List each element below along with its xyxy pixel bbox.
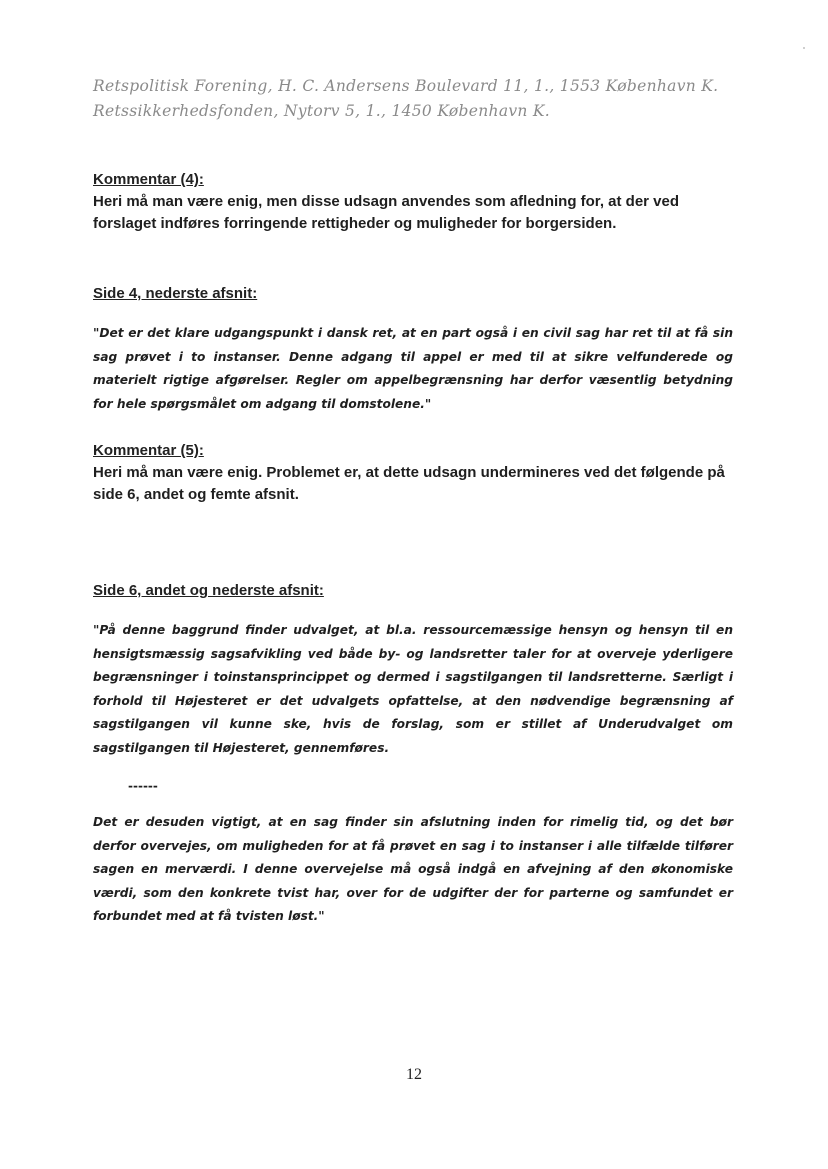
side-6-quote-part-2: Det er desuden vigtigt, at en sag finder sin afslutning inden for rimelig tid, og det bør derfor overvejes, om muligheden for at få prøvet en sag i to instanser i alle tilfælde tilfører sagen en merværdi. I denne overvejelse må også indgå en afvejning af den økonomiske værdi, som den konkrete tvist har, over for de udgifter der for parterne og samfundet er forbundet med at få tvisten løst." xyxy=(93,815,733,923)
scan-artifact xyxy=(803,47,805,49)
quote-omission-separator: ------ xyxy=(128,779,158,793)
page-number: 12 xyxy=(406,1066,422,1083)
comment-4-heading: Kommentar (4): xyxy=(93,171,204,188)
side-6-quote-part-1: "På denne baggrund finder udvalget, at bl.a. ressourcemæssige hensyn og hensyn til en hensigtsmæssig sagsafvikling ved både by- og landsretter taler for at overveje yderligere begrænsninger i toinstansprincippet og dermed i sagstilgangen til landsretterne. Særligt i forhold til Højesteret er det udvalgets opfattelse, at den nødvendige begrænsning af sagstilgangen vil kunne ske, hvis de forslag, som er stillet af Underudvalget om sagstilgangen til Højesteret, gennemføres. xyxy=(93,623,733,755)
comment-5-heading: Kommentar (5): xyxy=(93,442,204,459)
comment-5-body: Heri må man være enig. Problemet er, at dette udsagn undermineres ved det følgende på side 6, andet og femte afsnit. xyxy=(93,464,725,503)
comment-4-body: Heri må man være enig, men disse udsagn anvendes som afledning for, at der ved forslaget indføres forringende rettigheder og muligheder for borgersiden. xyxy=(93,193,680,232)
side-4-heading: Side 4, nederste afsnit: xyxy=(93,285,258,302)
letterhead-line-1: Retspolitisk Forening, H. C. Andersens Boulevard 11, 1., 1553 København K. xyxy=(93,77,719,95)
side-4-quote: "Det er det klare udgangspunkt i dansk ret, at en part også i en civil sag har ret til at få sin sag prøvet i to instanser. Denne adgang til appel er med til at sikre velfunderede og materielt rigtige afgørelser. Regler om appelbegrænsning har derfor væsentlig betydning for hele spørgsmålet om adgang til domstolene." xyxy=(93,326,733,411)
letterhead-line-2: Retssikkerhedsfonden, Nytorv 5, 1., 1450 København K. xyxy=(93,102,551,120)
letterhead xyxy=(93,74,718,124)
side-6-heading: Side 6, andet og nederste afsnit: xyxy=(93,582,324,599)
